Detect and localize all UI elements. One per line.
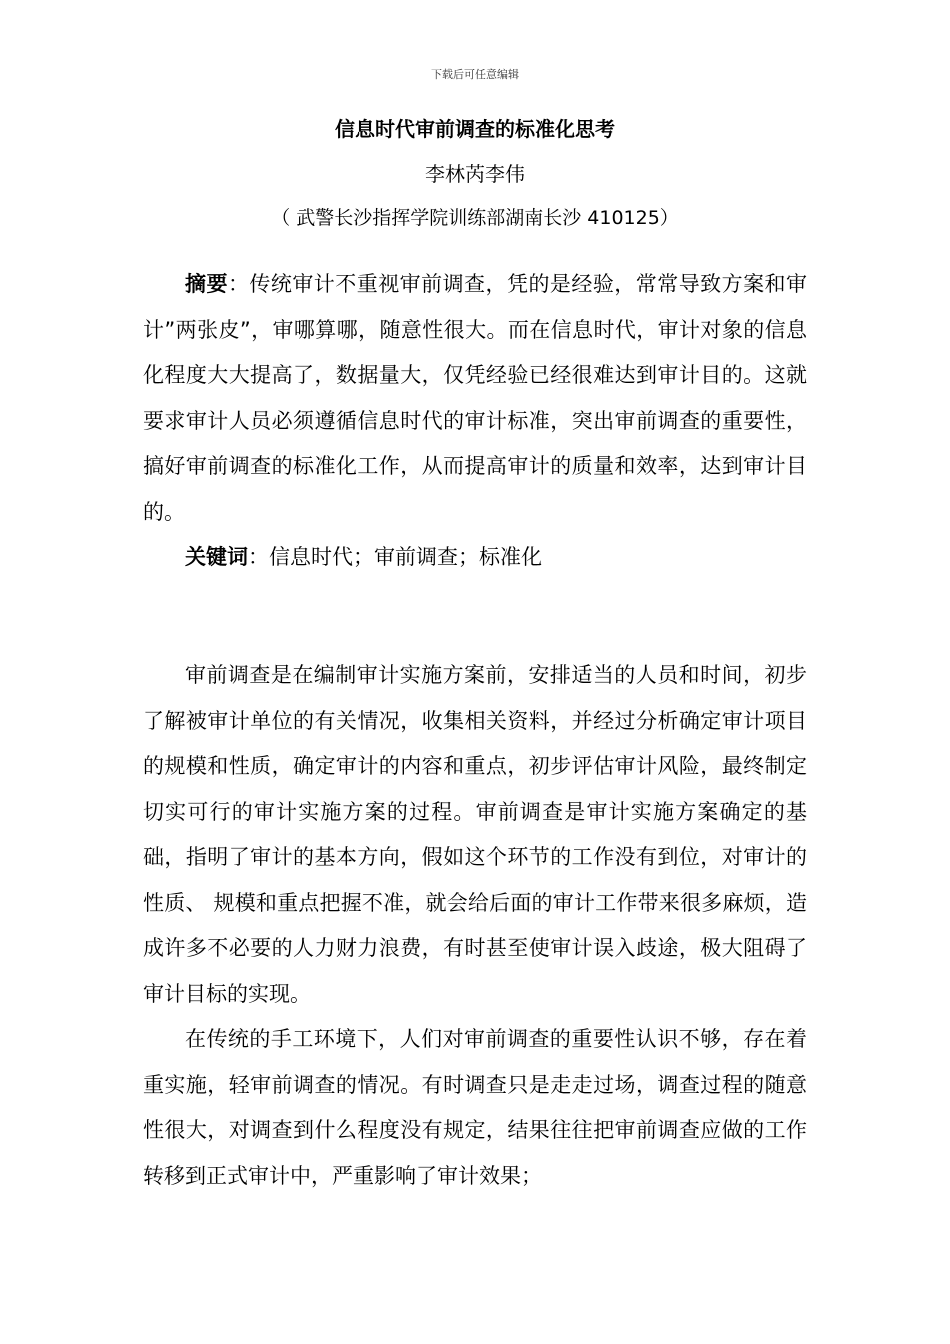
authors: 李林芮李伟 (425, 162, 525, 186)
body-paragraph-1: 审前调查是在编制审计实施方案前，安排适当的人员和时间，初步了解被审计单位的有关情况，收集相关资料，并经过分析确定审计项目的规模和性质，确定审计的内容和重点，初步评估审计风险，最终制定切实可行的审计实施方案的过程。审前调查是审计实施方案确定的基础，指明了审计的基本方向，假如这个环节的工作没有到位，对审计的性质、 规模和重点把握不准，就会给后面的审计工作带来很多麻烦，造成许多不必要的人力财力浪费，有时甚至使审计误入歧途，极大阻碍了审计目标的实现。 (143, 663, 807, 1006)
header-note: 下载后可任意编辑 (431, 68, 519, 81)
abstract-section (143, 262, 807, 581)
abstract-separator: ： (227, 272, 250, 296)
keywords-separator: ： (248, 545, 269, 569)
abstract-paragraph (143, 262, 807, 535)
abstract-text: 传统审计不重视审前调查，凭的是经验，常常导致方案和审计”两张皮”，审哪算哪，随意性很大。而在信息时代，审计对象的信息化程度大大提高了，数据量大，仅凭经验已经很难达到审计目的。这就要求审计人员必须遵循信息时代的审计标准，突出审前调查的重要性，搞好审前调查的标准化工作，从而提高审计的质量和效率，达到审计目的。 (143, 272, 808, 524)
abstract-label: 摘要 (185, 272, 228, 296)
body-paragraph-2: 在传统的手工环境下，人们对审前调查的重要性认识不够，存在着重实施，轻审前调查的情况。有时调查只是走走过场，调查过程的随意性很大，对调查到什么程度没有规定，结果往往把审前调查应做的工作转移到正式审计中，严重影响了审计效果； (143, 1027, 807, 1188)
keywords-text: 信息时代；审前调查；标准化 (269, 545, 542, 569)
page-title: 信息时代审前调查的标准化思考 (335, 117, 615, 141)
keywords-label: 关键词 (185, 545, 248, 569)
keywords-paragraph (143, 535, 807, 581)
affiliation: （ 武警长沙指挥学院训练部湖南长沙 410125） (271, 207, 679, 229)
body-section (143, 653, 807, 1199)
